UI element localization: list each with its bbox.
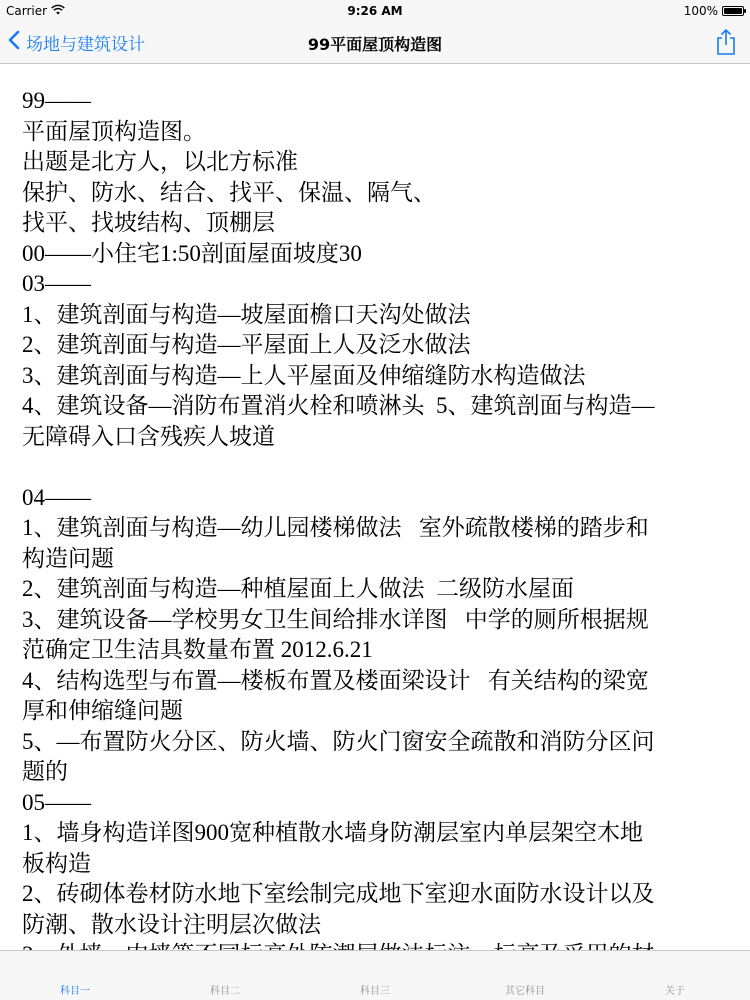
tab-label: 科目三 (360, 986, 390, 997)
content-line: 05—— (22, 789, 91, 815)
tab-label: 科目二 (210, 986, 240, 997)
battery-icon (722, 6, 744, 16)
content-line: 范确定卫生洁具数量布置 2012.6.21 (22, 637, 373, 662)
content-text-view[interactable] (0, 64, 750, 950)
share-icon (716, 41, 736, 60)
content-line: 平面屋顶构造图。 (22, 118, 206, 144)
content-line: 2、建筑剖面与构造—种植屋面上人做法 二级防水屋面 (22, 576, 574, 601)
status-time: 9:26 AM (347, 4, 403, 18)
content-line: 3、建筑设备—学校男女卫生间给排水详图 中学的厕所根据规 (22, 606, 649, 632)
tab-subject-1[interactable] (0, 951, 150, 1000)
tab-subject-2[interactable] (150, 951, 300, 1000)
content-line: 1、建筑剖面与构造—坡屋面檐口天沟处做法 (22, 301, 471, 327)
content-line: 无障碍入口含残疾人坡道 (22, 423, 275, 449)
back-button-label: 场地与建筑设计 (26, 35, 145, 55)
tab-label: 科目一 (60, 986, 90, 997)
tab-about[interactable] (600, 951, 750, 1000)
content-line: 5、—布置防火分区、防火墙、防火门窗安全疏散和消防分区问 (22, 728, 655, 754)
content-line: 1、建筑剖面与构造—幼儿园楼梯做法 室外疏散楼梯的踏步和 (22, 515, 649, 540)
content-line: 厚和伸缩缝问题 (22, 698, 183, 723)
content-line: 3、建筑剖面与构造—上人平屋面及伸缩缝防水构造做法 (22, 362, 586, 388)
content-line: 题的 (22, 759, 68, 784)
battery-percent: 100% (683, 4, 718, 18)
tab-label: 关于 (665, 986, 685, 997)
content-line: 板构造 (22, 850, 91, 876)
status-bar (0, 0, 750, 22)
status-right (684, 4, 744, 18)
content-line: 2、建筑剖面与构造—平屋面上人及泛水做法 (22, 332, 471, 357)
content-line: 构造问题 (22, 545, 114, 571)
page-title: 99平面屋顶构造图 (307, 35, 443, 54)
navigation-bar (0, 22, 750, 64)
content-line: 找平、找坡结构、顶棚层 (22, 210, 275, 235)
tab-subject-3[interactable] (300, 951, 450, 1000)
content-line: 04—— (22, 484, 91, 510)
content-line: 03—— (22, 271, 91, 296)
tab-bar (0, 950, 750, 1000)
tab-other-subjects[interactable] (450, 951, 600, 1000)
content-line: 保护、防水、结合、找平、保温、隔气、 (22, 179, 436, 205)
content-line: 4、结构选型与布置—楼板布置及楼面梁设计 有关结构的梁宽 (22, 667, 649, 693)
content-line: 99—— (22, 88, 91, 113)
content-line: 防潮、散水设计注明层次做法 (22, 911, 321, 937)
content-line: 1、墙身构造详图900宽种植散水墙身防潮层室内单层架空木地 (22, 820, 643, 845)
content-line: 4、建筑设备—消防布置消火栓和喷淋头 5、建筑剖面与构造— (22, 393, 655, 418)
carrier-label: Carrier (6, 4, 48, 18)
tab-label: 其它科目 (505, 986, 545, 997)
content-line: 出题是北方人，以北方标准 (22, 149, 298, 174)
content-line (22, 452, 730, 483)
content-line: 2、砖砌体卷材防水地下室绘制完成地下室迎水面防水设计以及 (22, 881, 655, 906)
share-button[interactable] (716, 28, 736, 60)
content-line: 00——小住宅1:50剖面屋面坡度30 (22, 240, 362, 266)
